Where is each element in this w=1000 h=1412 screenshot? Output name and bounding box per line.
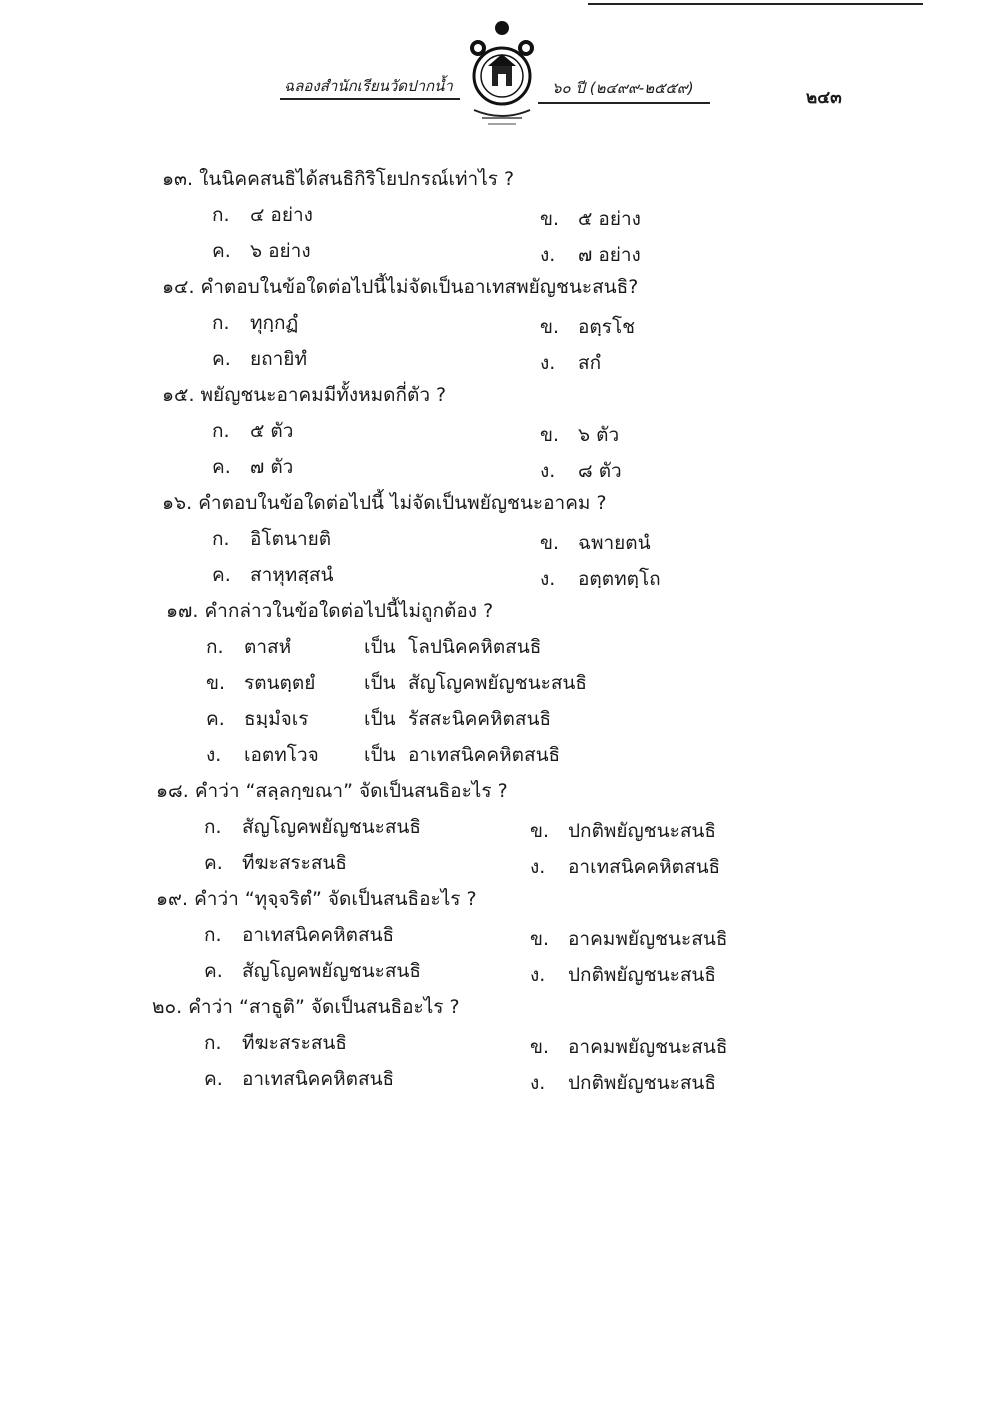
- option-a: ก. ๕ ตัว: [212, 420, 294, 442]
- question-16: [162, 488, 607, 518]
- option-b: ข. อาคมพยัญชนะสนธิ: [530, 1036, 728, 1058]
- question-number: ๑๙.: [156, 888, 189, 910]
- question-number: ๑๘.: [156, 780, 189, 802]
- question-text: คำว่า “สาธูติ” จัดเป็นสนธิอะไร ?: [188, 996, 460, 1018]
- question-number: ๑๓.: [162, 168, 194, 190]
- question-number: ๑๗.: [166, 600, 199, 622]
- statement-c: ค. ธมฺมํจเร เป็น รัสสะนิคคหิตสนธิ: [206, 708, 552, 730]
- question-number: ๑๔.: [162, 276, 195, 298]
- question-text: ในนิคคสนธิได้สนธิกิริโยปกรณ์เท่าไร ?: [199, 168, 515, 190]
- question-19: [156, 884, 477, 914]
- option-b: ข. อาคมพยัญชนะสนธิ: [530, 928, 728, 950]
- question-number: ๒๐.: [152, 996, 183, 1018]
- question-text: คำตอบในข้อใดต่อไปนี้ ไม่จัดเป็นพยัญชนะอาคม ?: [198, 492, 607, 514]
- option-a: ก. สัญโญคพยัญชนะสนธิ: [204, 816, 422, 838]
- option-a: ก. ทีฆะสระสนธิ: [204, 1032, 348, 1054]
- temple-seal-icon: [460, 18, 544, 130]
- option-b: ข. อตฺรโช: [540, 316, 636, 338]
- question-18: [156, 776, 508, 806]
- question-text: พยัญชนะอาคมมีทั้งหมดกี่ตัว ?: [200, 384, 447, 406]
- question-number: ๑๕.: [162, 384, 195, 406]
- question-20: [152, 992, 460, 1022]
- option-d: ง. ปกติพยัญชนะสนธิ: [530, 1072, 717, 1094]
- option-c: ค. อาเทสนิคคหิตสนธิ: [204, 1068, 395, 1090]
- page-number: ๒๔๓: [806, 88, 842, 108]
- header-left-title: ฉลองสำนักเรียนวัดปากน้ำ: [284, 77, 453, 95]
- option-b: ข. ปกติพยัญชนะสนธิ: [530, 820, 717, 842]
- option-a: ก. อิโตนายติ: [212, 528, 332, 550]
- option-b: ข. ฉพายตนํ: [540, 532, 651, 554]
- option-d: ง. อตฺตทตฺโถ: [540, 568, 661, 590]
- option-b: ข. ๖ ตัว: [540, 424, 620, 446]
- option-a: ก. ๔ อย่าง: [212, 204, 313, 226]
- question-text: คำว่า “ทุจฺจริตํ” จัดเป็นสนธิอะไร ?: [194, 888, 477, 910]
- question-text: คำตอบในข้อใดต่อไปนี้ไม่จัดเป็นอาเทสพยัญชนะสนธิ?: [200, 276, 639, 298]
- option-d: ง. สกํ: [540, 352, 602, 374]
- question-text: คำกล่าวในข้อใดต่อไปนี้ไม่ถูกต้อง ?: [204, 600, 494, 622]
- question-number: ๑๖.: [162, 492, 193, 514]
- question-13: [162, 164, 514, 194]
- question-14: [162, 272, 638, 302]
- statement-b: ข. รตนตฺตยํ เป็น สัญโญคพยัญชนะสนธิ: [206, 672, 588, 694]
- option-c: ค. ยถายิทํ: [212, 348, 307, 370]
- header-left-underline: [280, 98, 460, 100]
- option-d: ง. ๘ ตัว: [540, 460, 622, 482]
- option-c: ค. ทีฆะสระสนธิ: [204, 852, 348, 874]
- option-d: ง. อาเทสนิคคหิตสนธิ: [530, 856, 721, 878]
- option-b: ข. ๕ อย่าง: [540, 208, 641, 230]
- header-right-underline: [538, 102, 710, 104]
- statement-d: ง. เอตทโวจ เป็น อาเทสนิคคหิตสนธิ: [206, 744, 561, 766]
- top-rule: [588, 3, 923, 5]
- header-right-title: ๖๐ ปี (๒๔๙๙-๒๕๕๙): [552, 79, 694, 97]
- question-15: [162, 380, 446, 410]
- option-c: ค. ๖ อย่าง: [212, 240, 311, 262]
- option-c: ค. ๗ ตัว: [212, 456, 294, 478]
- question-text: คำว่า “สลฺลกฺขณา” จัดเป็นสนธิอะไร ?: [194, 780, 508, 802]
- option-d: ง. ๗ อย่าง: [540, 244, 641, 266]
- question-17: [166, 596, 493, 626]
- option-d: ง. ปกติพยัญชนะสนธิ: [530, 964, 717, 986]
- option-c: ค. สัญโญคพยัญชนะสนธิ: [204, 960, 422, 982]
- option-a: ก. อาเทสนิคคหิตสนธิ: [204, 924, 395, 946]
- option-c: ค. สาหุทสฺสนํ: [212, 564, 334, 586]
- option-a: ก. ทุกฺกฏํ: [212, 312, 299, 334]
- statement-a: ก. ตาสหํ เป็น โลปนิคคหิตสนธิ: [206, 636, 542, 658]
